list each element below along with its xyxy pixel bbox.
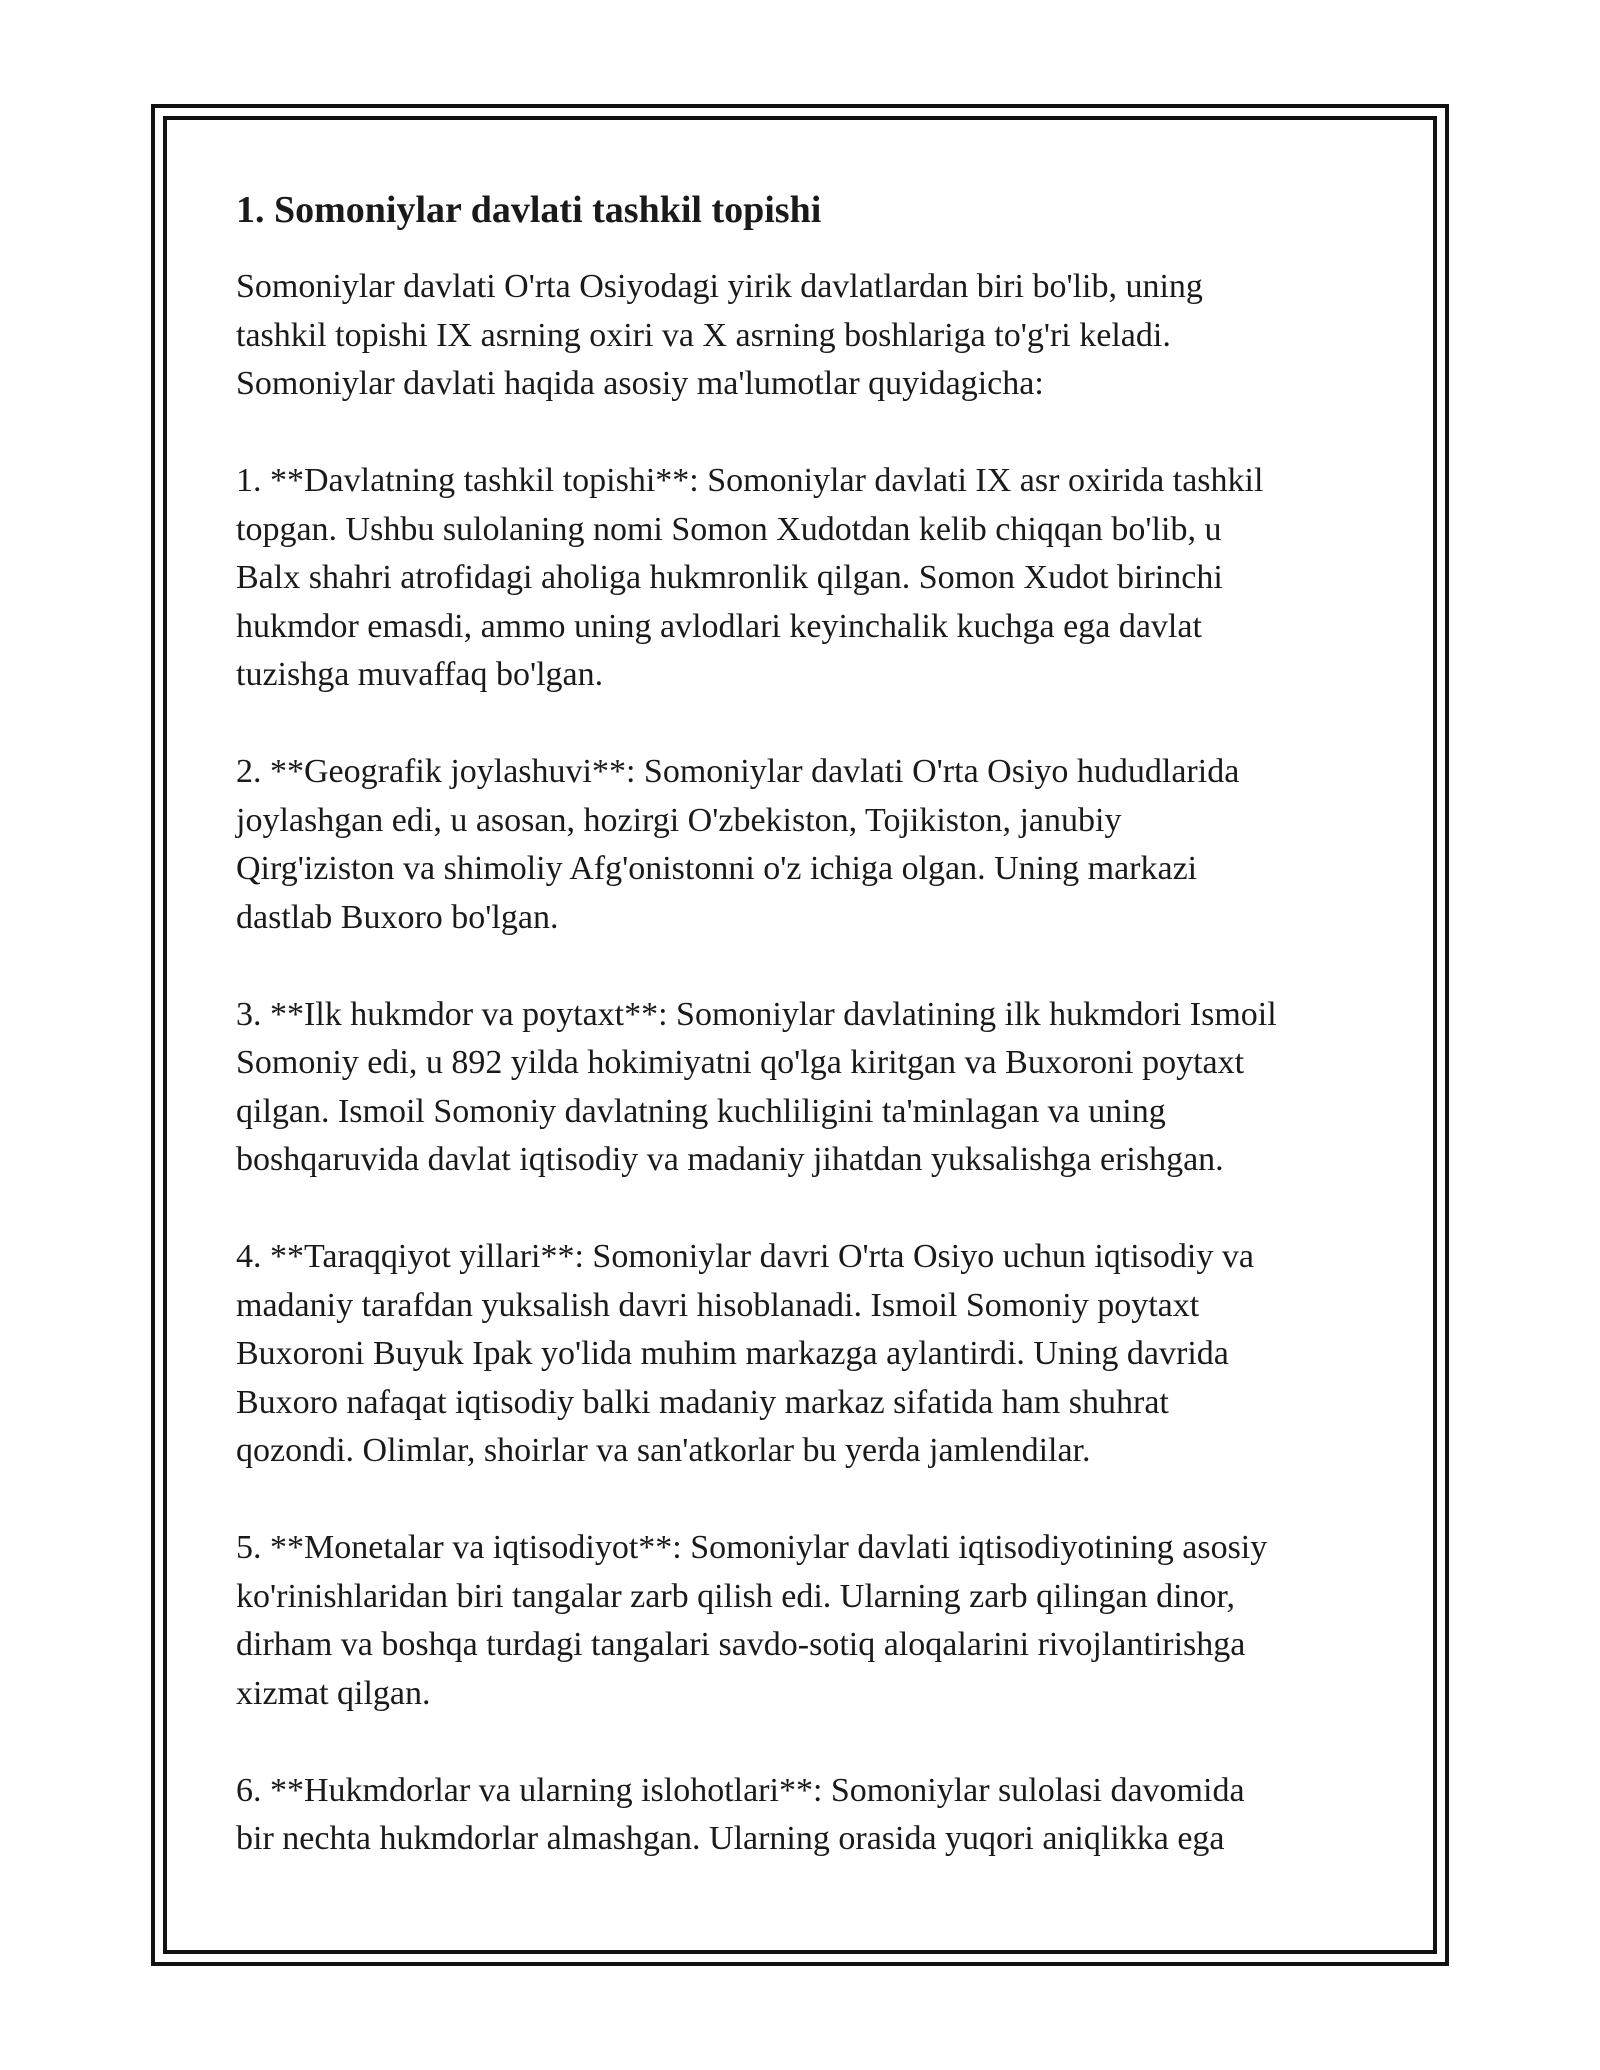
paragraph-item-5: 5. **Monetalar va iqtisodiyot**: Somoniylar davlati iqtisodiyotining asosiy ko'rinishlaridan biri tangalar zarb qilish edi. Ularning zarb qilingan dinor, dirham va boshqa turdagi tangalari savdo-sotiq aloqalarini rivojlantirishga xizmat qilgan. xyxy=(236,1529,1268,1712)
section-title: 1. Somoniylar davlati tashkil topishi xyxy=(236,189,822,231)
paragraph-intro: Somoniylar davlati O'rta Osiyodagi yirik davlatlardan biri bo'lib, uning tashkil topishi IX asrning oxiri va X asrning boshlariga to'g'ri keladi. Somoniylar davlati haqida asosiy ma'lumotlar quyidagicha: xyxy=(236,268,1203,402)
document-body xyxy=(236,185,1376,1912)
paragraph-item-1: 1. **Davlatning tashkil topishi**: Somoniylar davlati IX asr oxirida tashkil topgan. Ushbu sulolaning nomi Somon Xudotdan kelib chiqqan bo'lib, u Balx shahri atrofidagi aholiga hukmronlik qilgan. Somon Xudot birinchi hukmdor emasdi, ammo uning avlodlari keyinchalik kuchga ega davlat tuzishga muvaffaq bo'lgan. xyxy=(236,462,1264,693)
paragraph-item-2: 2. **Geografik joylashuvi**: Somoniylar davlati O'rta Osiyo hududlarida joylashgan edi, u asosan, hozirgi O'zbekiston, Tojikiston, janubiy Qirg'iziston va shimoliy Afg'onistonni o'z ichiga olgan. Uning markazi dastlab Buxoro bo'lgan. xyxy=(236,753,1240,936)
paragraph-item-3: 3. **Ilk hukmdor va poytaxt**: Somoniylar davlatining ilk hukmdori Ismoil Somoniy edi, u 892 yilda hokimiyatni qo'lga kiritgan va Buxoroni poytaxt qilgan. Ismoil Somoniy davlatning kuchliligini ta'minlagan va uning boshqaruvida davlat iqtisodiy va madaniy jihatdan yuksalishga erishgan. xyxy=(236,995,1277,1178)
paragraph-item-4: 4. **Taraqqiyot yillari**: Somoniylar davri O'rta Osiyo uchun iqtisodiy va madaniy tarafdan yuksalish davri hisoblanadi. Ismoil Somoniy poytaxt Buxoroni Buyuk Ipak yo'lida muhim markazga aylantirdi. Uning davrida Buxoro nafaqat iqtisodiy balki madaniy markaz sifatida ham shuhrat qozondi. Olimlar, shoirlar va san'atkorlar bu yerda jamlendilar. xyxy=(236,1238,1254,1469)
paragraph-item-6: 6. **Hukmdorlar va ularning islohotlari**: Somoniylar sulolasi davomida bir nechta hukmdorlar almashgan. Ularning orasida yuqori aniqlikka ega xyxy=(236,1771,1245,1857)
